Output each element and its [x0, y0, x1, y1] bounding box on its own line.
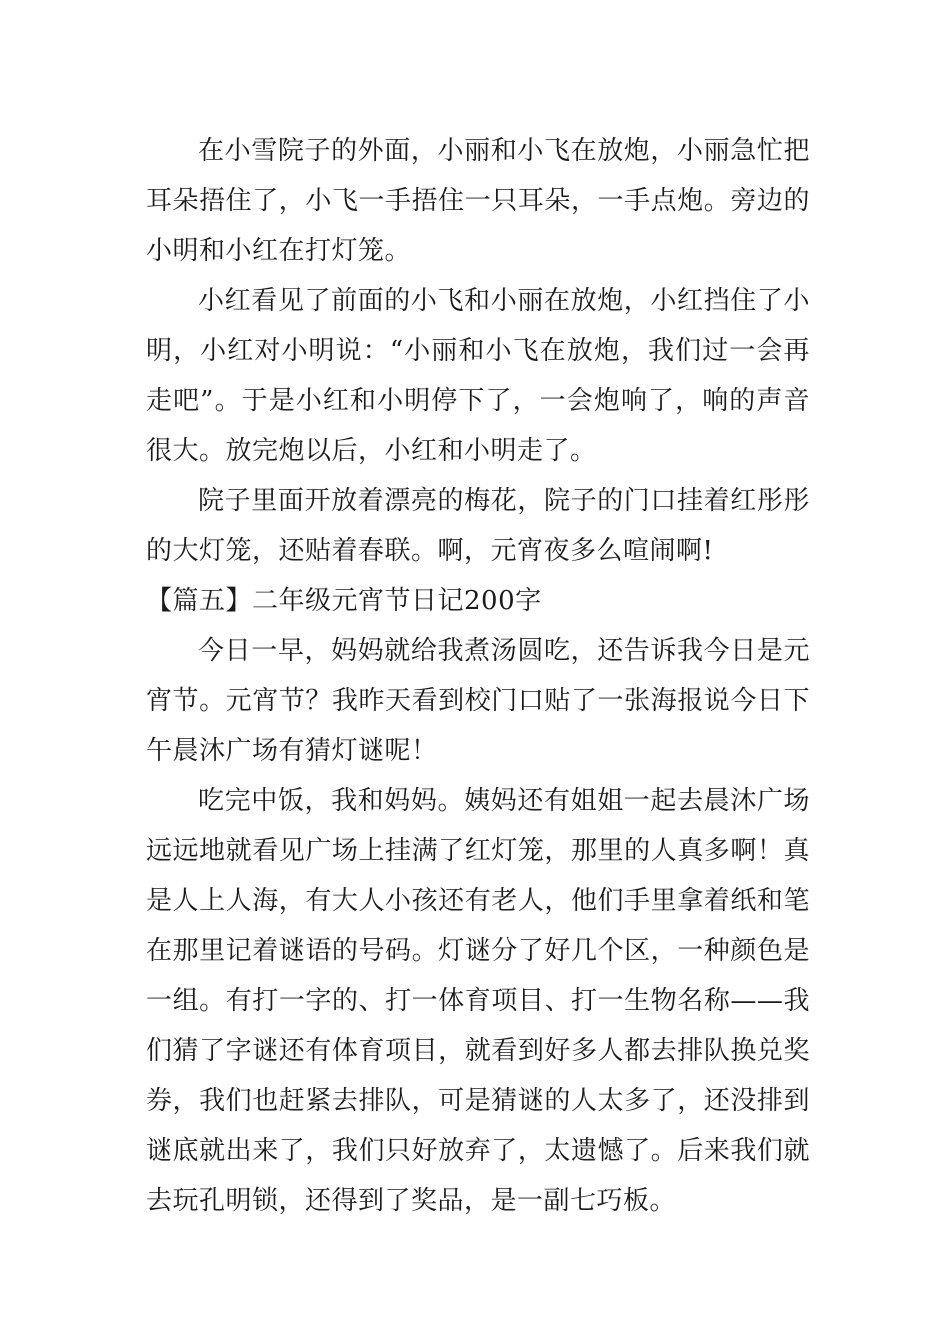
paragraph-5: 吃完中饭，我和妈妈。姨妈还有姐姐一起去晨沐广场远远地就看见广场上挂满了红灯笼，那里的人真多啊！真是人上人海，有大人小孩还有老人，他们手里拿着纸和笔在那里记着谜语的号码。灯谜分了好几个区，一种颜色是一组。有打一字的、打一体育项目、打一生物名称——我们猜了字谜还有体育项目，就看到好多人都去排队换兑奖券，我们也赶紧去排队，可是猜谜的人太多了，还没排到谜底就出来了，我们只好放弃了，太遗憾了。后来我们就去玩孔明锁，还得到了奖品，是一副七巧板。	[146, 786, 810, 1216]
paragraph-2: 小红看见了前面的小飞和小丽在放炮，小红挡住了小明，小红对小明说：“小丽和小飞在放炮，我们过一会再走吧”。于是小红和小明停下了，一会炮响了，响的声音很大。放完炮以后，小红和小明走了。	[146, 286, 810, 466]
paragraph-1: 在小雪院子的外面，小丽和小飞在放炮，小丽急忙把耳朵捂住了，小飞一手捂住一只耳朵，一手点炮。旁边的小明和小红在打灯笼。	[146, 136, 810, 266]
paragraph-4: 今日一早，妈妈就给我煮汤圆吃，还告诉我今日是元宵节。元宵节？我昨天看到校门口贴了一张海报说今日下午晨沐广场有猜灯谜呢！	[146, 636, 810, 766]
paragraph-3: 院子里面开放着漂亮的梅花，院子的门口挂着红彤彤的大灯笼，还贴着春联。啊，元宵夜多么喧闹啊!	[146, 486, 810, 566]
section-heading: 【篇五】二年级元宵节日记200字	[146, 586, 542, 616]
document-body	[146, 126, 810, 1226]
